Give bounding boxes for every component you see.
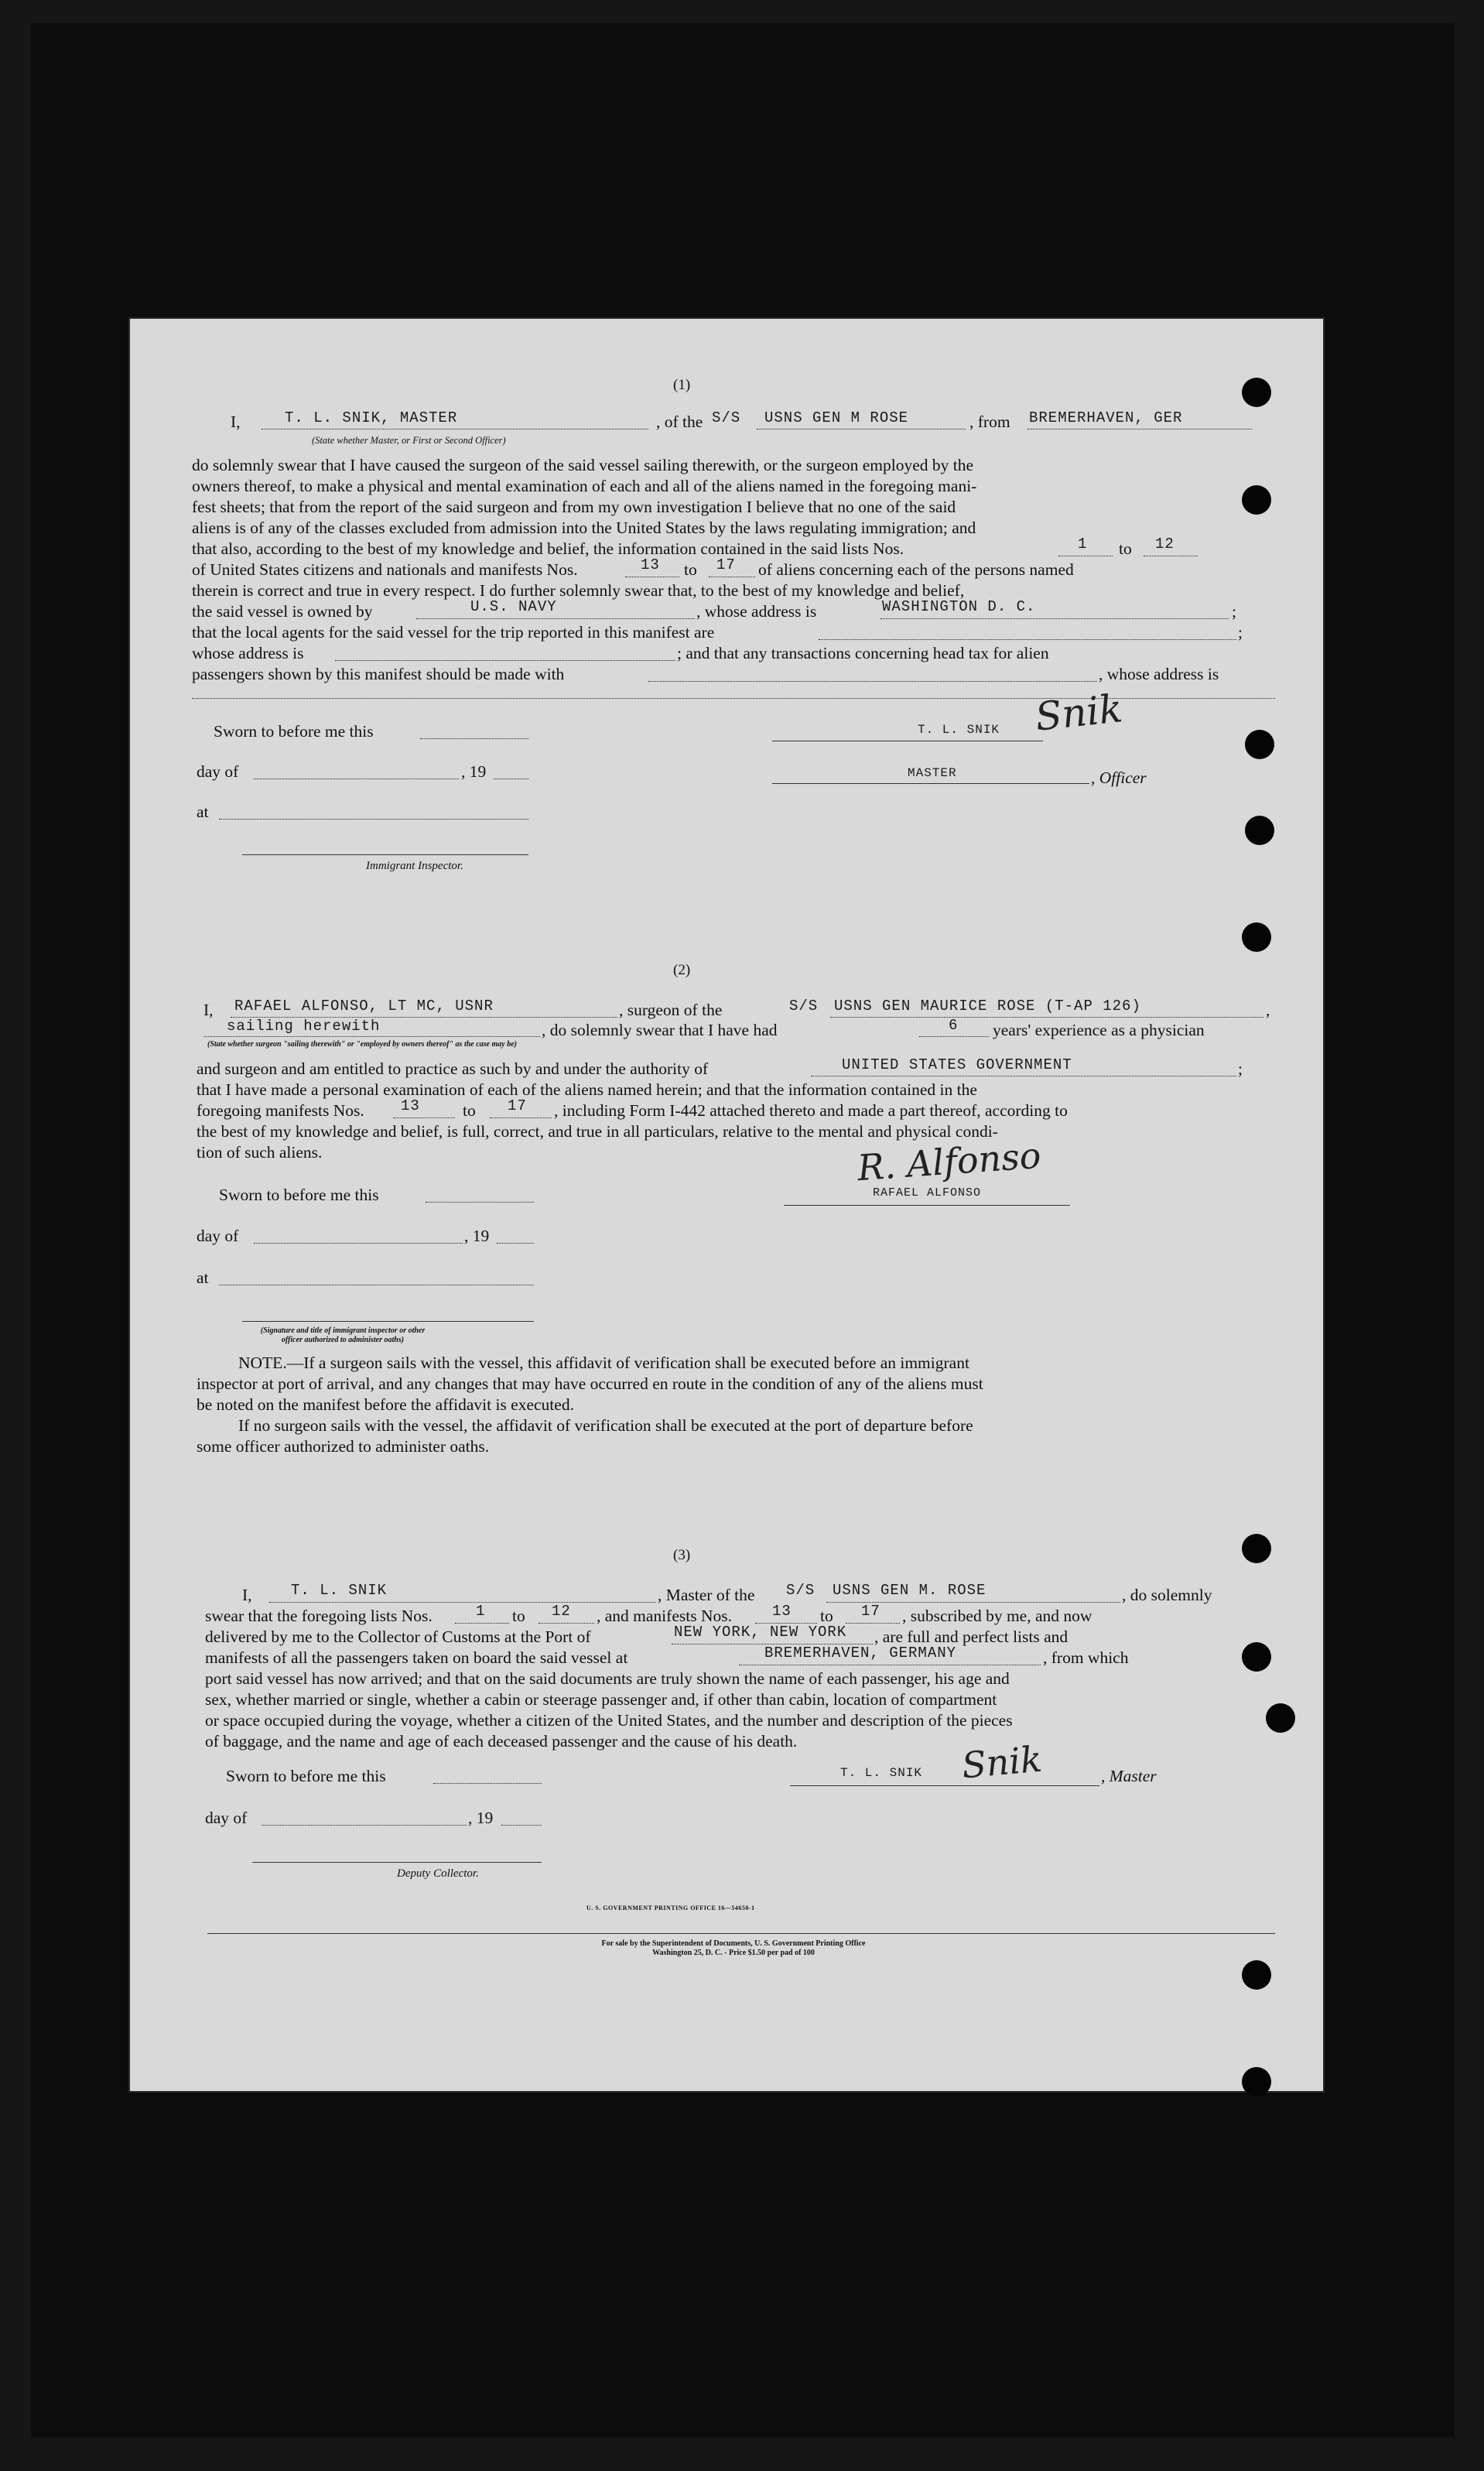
manifests-from-field: 13 xyxy=(401,1097,420,1114)
manifests-to-field: 17 xyxy=(716,556,736,573)
para-line: therein is correct and true in every respect. I do further solemnly swear that, to the best of my knowledge and belief, xyxy=(192,581,965,600)
note-line: inspector at port of arrival, and any changes that may have occurred en route in the condition of any of the aliens must xyxy=(197,1374,983,1393)
ss-mark: S/S xyxy=(786,1582,816,1599)
para-line: , are full and perfect lists and xyxy=(874,1627,1069,1646)
sale-line-1: For sale by the Superintendent of Documents, U. S. Government Printing Office xyxy=(601,1939,866,1948)
departure-port-field: BREMERHAVEN, GERMANY xyxy=(764,1644,957,1662)
binder-hole xyxy=(1245,816,1274,845)
sail-note: (State whether surgeon "sailing therewith" or "employed by owners thereof" as the case may be) xyxy=(207,1040,517,1049)
surgeon-of-label: , surgeon of the xyxy=(619,1001,723,1019)
day-of-label: day of xyxy=(197,1227,239,1245)
years-text: years' experience as a physician xyxy=(993,1021,1205,1039)
sworn-label: Sworn to before me this xyxy=(226,1767,386,1785)
para-line: port said vessel has now arrived; and that on the said documents are truly shown the name of each passenger, his age and xyxy=(205,1669,1010,1688)
signer-typed: T. L. SNIK xyxy=(918,723,1000,737)
to-label: to xyxy=(463,1101,476,1120)
owner-address-field: WASHINGTON D. C. xyxy=(882,598,1036,615)
para-line: of United States citizens and nationals and manifests Nos. xyxy=(192,560,578,579)
para-line: of baggage, and the name and age of each deceased passenger and the cause of his death. xyxy=(205,1732,798,1751)
note-line: some officer authorized to administer oaths. xyxy=(197,1437,490,1456)
para-line: aliens is of any of the classes excluded from admission into the United States by the laws regulating immigration; and xyxy=(192,518,976,537)
gpo-line: U. S. GOVERNMENT PRINTING OFFICE 16—54650-1 xyxy=(586,1905,755,1911)
day-of-label: day of xyxy=(197,762,239,781)
solemnly-label: , do solemnly xyxy=(1122,1586,1212,1604)
section-1-number: (1) xyxy=(673,377,691,393)
sworn-label: Sworn to before me this xyxy=(214,722,374,741)
whose-address-label: , whose address is xyxy=(1099,665,1219,683)
binder-hole xyxy=(1242,1960,1271,1990)
binder-hole xyxy=(1242,2067,1271,2096)
tax-text: ; and that any transactions concerning head tax for alien xyxy=(677,644,1049,662)
para-line: owners thereof, to make a physical and mental examination of each and all of the aliens named in the foregoing mani- xyxy=(192,477,977,495)
arrival-port-field: NEW YORK, NEW YORK xyxy=(674,1624,847,1641)
para-line: that also, according to the best of my knowledge and belief, the information contained in the said lists Nos. xyxy=(192,539,904,558)
rank-note: (State whether Master, or First or Second Officer) xyxy=(312,435,506,446)
binder-hole xyxy=(1242,485,1271,515)
authority-field: UNITED STATES GOVERNMENT xyxy=(842,1056,1072,1073)
at-label: at xyxy=(197,1268,209,1287)
para-line: , including Form I-442 attached thereto and made a part thereof, according to xyxy=(554,1101,1068,1120)
master-signature-2: Snik xyxy=(959,1737,1044,1787)
vessel-field: USNS GEN M ROSE xyxy=(764,409,909,426)
at-label: at xyxy=(197,803,209,821)
lists-to-field: 12 xyxy=(1155,536,1175,553)
to-label: to xyxy=(684,560,697,579)
sale-line-2: Washington 25, D. C. - Price $1.50 per pad of 100 xyxy=(652,1949,815,1957)
signature-note: (Signature and title of immigrant inspector or other officer authorized to administer oaths) xyxy=(260,1326,426,1344)
para-line: tion of such aliens. xyxy=(197,1143,323,1162)
para-line: the best of my knowledge and belief, is full, correct, and true in all particulars, relative to the mental and physical condi- xyxy=(197,1122,998,1141)
ss-mark: S/S xyxy=(789,998,819,1015)
para-line: fest sheets; that from the report of the said surgeon and from my own investigation I believe that no one of the said xyxy=(192,498,956,516)
para-line: swear that the foregoing lists Nos. xyxy=(205,1607,433,1625)
master-name-field: T. L. SNIK xyxy=(291,1582,388,1599)
para-line: do solemnly swear that I have caused the surgeon of the said vessel sailing therewith, or the surgeon employed by the xyxy=(192,456,974,474)
officer-label: , Officer xyxy=(1091,768,1147,787)
whose-address-label: , whose address is xyxy=(696,602,817,621)
deputy-collector-label: Deputy Collector. xyxy=(397,1867,479,1880)
signer-title: MASTER xyxy=(908,766,957,780)
swear-text: , do solemnly swear that I have had xyxy=(542,1021,778,1039)
para-line: whose address is xyxy=(192,644,304,662)
binder-hole xyxy=(1245,730,1274,759)
day-of-label: day of xyxy=(205,1809,248,1827)
binder-hole xyxy=(1242,922,1271,952)
port-field: BREMERHAVEN, GER xyxy=(1029,409,1183,426)
para-line: that the local agents for the said vessel for the trip reported in this manifest are xyxy=(192,623,715,642)
para-line: passengers shown by this manifest should be made with xyxy=(192,665,565,683)
sailing-status-field: sailing herewith xyxy=(227,1018,381,1035)
to-label: to xyxy=(512,1607,525,1625)
sworn-label: Sworn to before me this xyxy=(219,1186,379,1204)
para-line: the said vessel is owned by xyxy=(192,602,373,621)
para-line: sex, whether married or single, whether a cabin or steerage passenger and, if other than cabin, location of compartment xyxy=(205,1690,997,1709)
vessel-field: USNS GEN M. ROSE xyxy=(833,1582,986,1599)
of-aliens-text: of aliens concerning each of the persons named xyxy=(758,560,1074,579)
section-2-number: (2) xyxy=(673,962,691,978)
master-signature: Snik xyxy=(1033,686,1125,740)
para-line: foregoing manifests Nos. xyxy=(197,1101,364,1120)
para-line: that I have made a personal examination of each of the aliens named herein; and that the information contained in the xyxy=(197,1080,977,1099)
master-name-field: T. L. SNIK, MASTER xyxy=(285,409,458,426)
para-line: , and manifests Nos. xyxy=(597,1607,732,1625)
lists-from-field: 1 xyxy=(1078,536,1088,553)
note-line: NOTE.—If a surgeon sails with the vessel, this affidavit of verification shall be executed before an immigrant xyxy=(238,1354,969,1372)
authority-text: and surgeon and am entitled to practice as such by and under the authority of xyxy=(197,1059,709,1078)
manifests-from-field: 13 xyxy=(772,1603,792,1620)
binder-hole xyxy=(1266,1703,1295,1733)
master-label: , Master xyxy=(1101,1767,1157,1785)
year-label: , 19 xyxy=(468,1809,494,1827)
para-line: or space occupied during the voyage, whether a citizen of the United States, and the number and description of the pieces xyxy=(205,1711,1013,1730)
section-3-number: (3) xyxy=(673,1547,691,1563)
years-field: 6 xyxy=(949,1017,959,1034)
manifests-from-field: 13 xyxy=(641,556,660,573)
para-line: manifests of all the passengers taken on board the said vessel at xyxy=(205,1648,628,1667)
lists-to-field: 12 xyxy=(552,1603,571,1620)
para-line: , from which xyxy=(1043,1648,1129,1667)
to-label: to xyxy=(820,1607,833,1625)
inspector-label: Immigrant Inspector. xyxy=(366,860,463,872)
year-label: , 19 xyxy=(461,762,487,781)
binder-hole xyxy=(1242,1534,1271,1563)
signer-typed: T. L. SNIK xyxy=(840,1766,923,1780)
manifest-page: (1) I, T. L. SNIK, MASTER , of the S/S USNS GEN M ROSE , from BREMERHAVEN, GER (State whether Master, or First or Second Officer) do solemnly swear that I have caused the surgeon of the said vessel sailing therewith, or the surgeon employed by the owners thereof, to make a physical and mental examination of each and all of the aliens named in the foregoing mani- fest sheets; that from the report of the said surgeon and from my own investigation I believe that no one of the said aliens is of any of the classes excluded from admission into the United States by the laws regulating immigration; and that also, according to the best of my knowledge and belief, the information contained in the said lists Nos. 1 to 12 of United States citizens and nationals and manifests Nos. 13 to 17 of aliens concerning each of the persons named therein is correct and true in every respect. I do further solemnly swear that, to the best of my knowledge and belief, the said vessel is owned by U.S. NAVY , whose address is WASHINGTON D. C. ; that the local agents for the said vessel for the trip reported in this manifest are ; whose address is ; and that any transactions concerning head tax for alien passengers shown by this manifest should be made with , whose address is Sworn to before me this T. L. SNIK Snik day of , 19 MASTER , Officer at Immigrant Inspector. (2) I, RAFAEL ALFONSO, LT MC, USNR , surgeon of the S/S USNS GEN MAURICE ROSE (T-AP 126) , sailing herewith , do solemnly swear that I have had 6 years' experience as a physician (State whether surgeon "sailing therewith" or "employed by owners thereof" as the case may be) and surgeon and am entitled to practice as such by and under the authority of UNITED STATES GOVERNMENT ; that I have made a personal examination of each of the aliens named herein; and that the information contained in the foregoing manifests Nos. 13 to 17 , including Form I-442 attached thereto and made a part thereof, according to the best of my knowledge and belief, is full, correct, and true in all particulars, relative to the mental and physical condi- tion of such aliens. Sworn to before me this RAFAEL ALFONSO R. Alfonso day of , 19 at (Signature and title of immigrant inspector or other officer authorized to administer oaths) NOTE.—If a surgeon sails with the vessel, this affidavit of verification shall be executed before an immigrant inspector at port of arrival, and any changes that may have occurred en route in the condition of any of the aliens must be noted on the manifest before the affidavit is executed. If no surgeon sails with the vessel, the affidavit of verification shall be executed at the port of departure before some officer authorized to administer oaths. (3) I, T. L. SNIK , Master of the S/S USNS GEN M. ROSE , do solemnly swear that the foregoing lists Nos. 1 to 12 , and manifests Nos. 13 to 17 , subscribed by me, and now delivered by me to the Collector of Customs at the Port of NEW YORK, NEW YORK , are full and perfect lists and manifests of all the passengers taken on board the said vessel at BREMERHAVEN, GERMANY , from which port said vessel has now arrived; and that on the said documents are truly shown the name of each passenger, his age and sex, whether married or single, whether a cabin or steerage passenger and, if other than cabin, location of compartment or space occupied during the voyage, whether a citizen of the United States, and the number and description of the pieces of baggage, and the name and age of each deceased passenger and the cause of his death. Sworn to before me this T. L. SNIK Snik , Master day of , 19 Deputy Collector. U. S. GOVERNMENT PRINTING OFFICE 16—54650-1 For sale by the Superintendent of Documents, U. S. Government Printing Office Washington 25, D. C. - Price $1.50 per pad of 100 xyxy=(130,319,1323,2091)
i-label: I, xyxy=(203,1001,214,1019)
manifests-to-field: 17 xyxy=(861,1603,880,1620)
binder-hole xyxy=(1242,1642,1271,1672)
para-line: , subscribed by me, and now xyxy=(902,1607,1092,1625)
surgeon-signer-typed: RAFAEL ALFONSO xyxy=(873,1186,982,1200)
para-line: delivered by me to the Collector of Customs at the Port of xyxy=(205,1627,591,1646)
year-label: , 19 xyxy=(464,1227,490,1245)
note-line: be noted on the manifest before the affidavit is executed. xyxy=(197,1395,574,1414)
binder-hole xyxy=(1242,378,1271,407)
vessel-field: USNS GEN MAURICE ROSE (T-AP 126) xyxy=(834,998,1141,1015)
surgeon-name-field: RAFAEL ALFONSO, LT MC, USNR xyxy=(234,998,494,1015)
owner-field: U.S. NAVY xyxy=(470,598,557,615)
lists-from-field: 1 xyxy=(476,1603,486,1620)
ss-mark: S/S xyxy=(712,409,741,426)
note-line: If no surgeon sails with the vessel, the affidavit of verification shall be executed at the port of departure before xyxy=(238,1416,973,1435)
master-of-label: , Master of the xyxy=(658,1586,755,1604)
of-the-label: , of the xyxy=(656,412,703,431)
i-label: I, xyxy=(231,412,241,431)
to-label: to xyxy=(1119,539,1132,558)
surgeon-signature: R. Alfonso xyxy=(856,1134,1043,1189)
from-label: , from xyxy=(969,412,1010,431)
manifests-to-field: 17 xyxy=(508,1097,527,1114)
i-label: I, xyxy=(242,1586,252,1604)
